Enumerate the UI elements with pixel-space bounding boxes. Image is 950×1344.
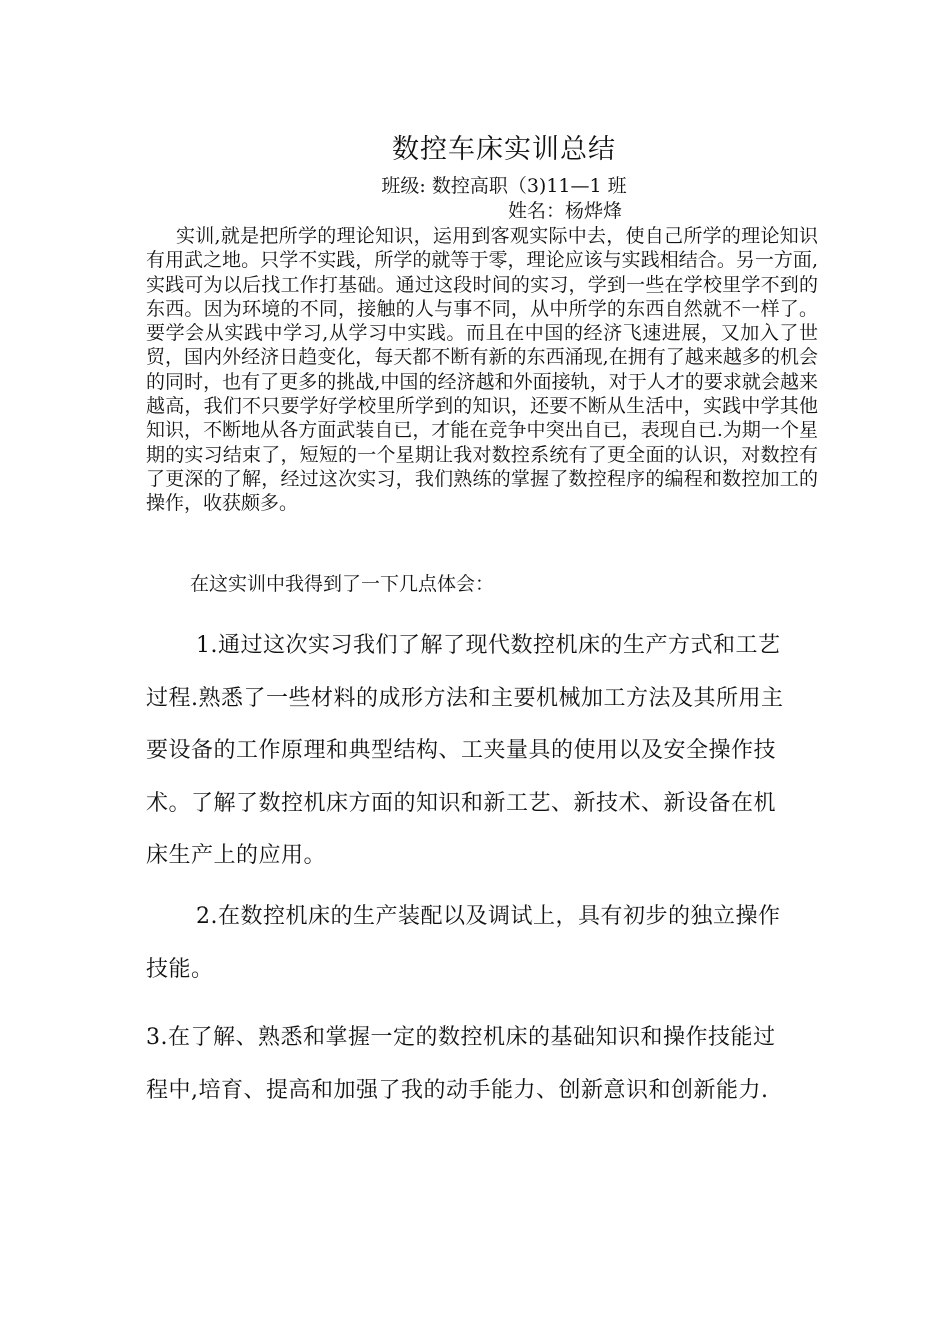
lead-sentence: 在这实训中我得到了一下几点体会：	[190, 573, 495, 595]
point-1: 1.通过这次实习我们了解了现代数控机床的生产方式和工艺过程.熟悉了一些材料的成形方法和主要机械加工方法及其所用主要设备的工作原理和典型结构、工夹量具的使用以及安全操作技术。了解了数控机床方面的知识和新工艺、新技术、新设备在机床生产上的应用。	[146, 633, 784, 868]
class-info: 班级: 数控高职（3)11—1 班	[381, 175, 627, 197]
author-name: 姓名：杨烨烽	[508, 200, 623, 222]
intro-paragraph: 实训,就是把所学的理论知识，运用到客观实际中去，使自己所学的理论知识有用武之地。只学不实践，所学的就等于零，理论应该与实践相结合。另一方面,实践可为以后找工作打基础。通过这段时间的实习，学到一些在学校里学不到的东西。因为环境的不同，接触的人与事不同，从中所学的东西自然就不一样了。要学会从实践中学习,从学习中实践。而且在中国的经济飞速进展，又加入了世贸，国内外经济日趋变化，每天都不断有新的东西涌现,在拥有了越来越多的机会的同时，也有了更多的挑战,中国的经济越和外面接轨，对于人才的要求就会越来越高，我们不只要学好学校里所学到的知识，还要不断从生活中，实践中学其他知识，不断地从各方面武装自已，才能在竞争中突出自已，表现自已.为期一个星期的实习结束了，短短的一个星期让我对数控系统有了更全面的认识，对数控有了更深的了解，经过这次实习，我们熟练的掌握了数控程序的编程和数控加工的操作，收获颇多。	[146, 225, 818, 515]
point-3: 3.在了解、熟悉和掌握一定的数控机床的基础知识和操作技能过程中,培育、提高和加强了我的动手能力、创新意识和创新能力.	[146, 1025, 776, 1103]
document-title: 数控车床实训总结	[392, 134, 616, 165]
point-2: 2.在数控机床的生产装配以及调试上，具有初步的独立操作技能。	[146, 904, 781, 982]
